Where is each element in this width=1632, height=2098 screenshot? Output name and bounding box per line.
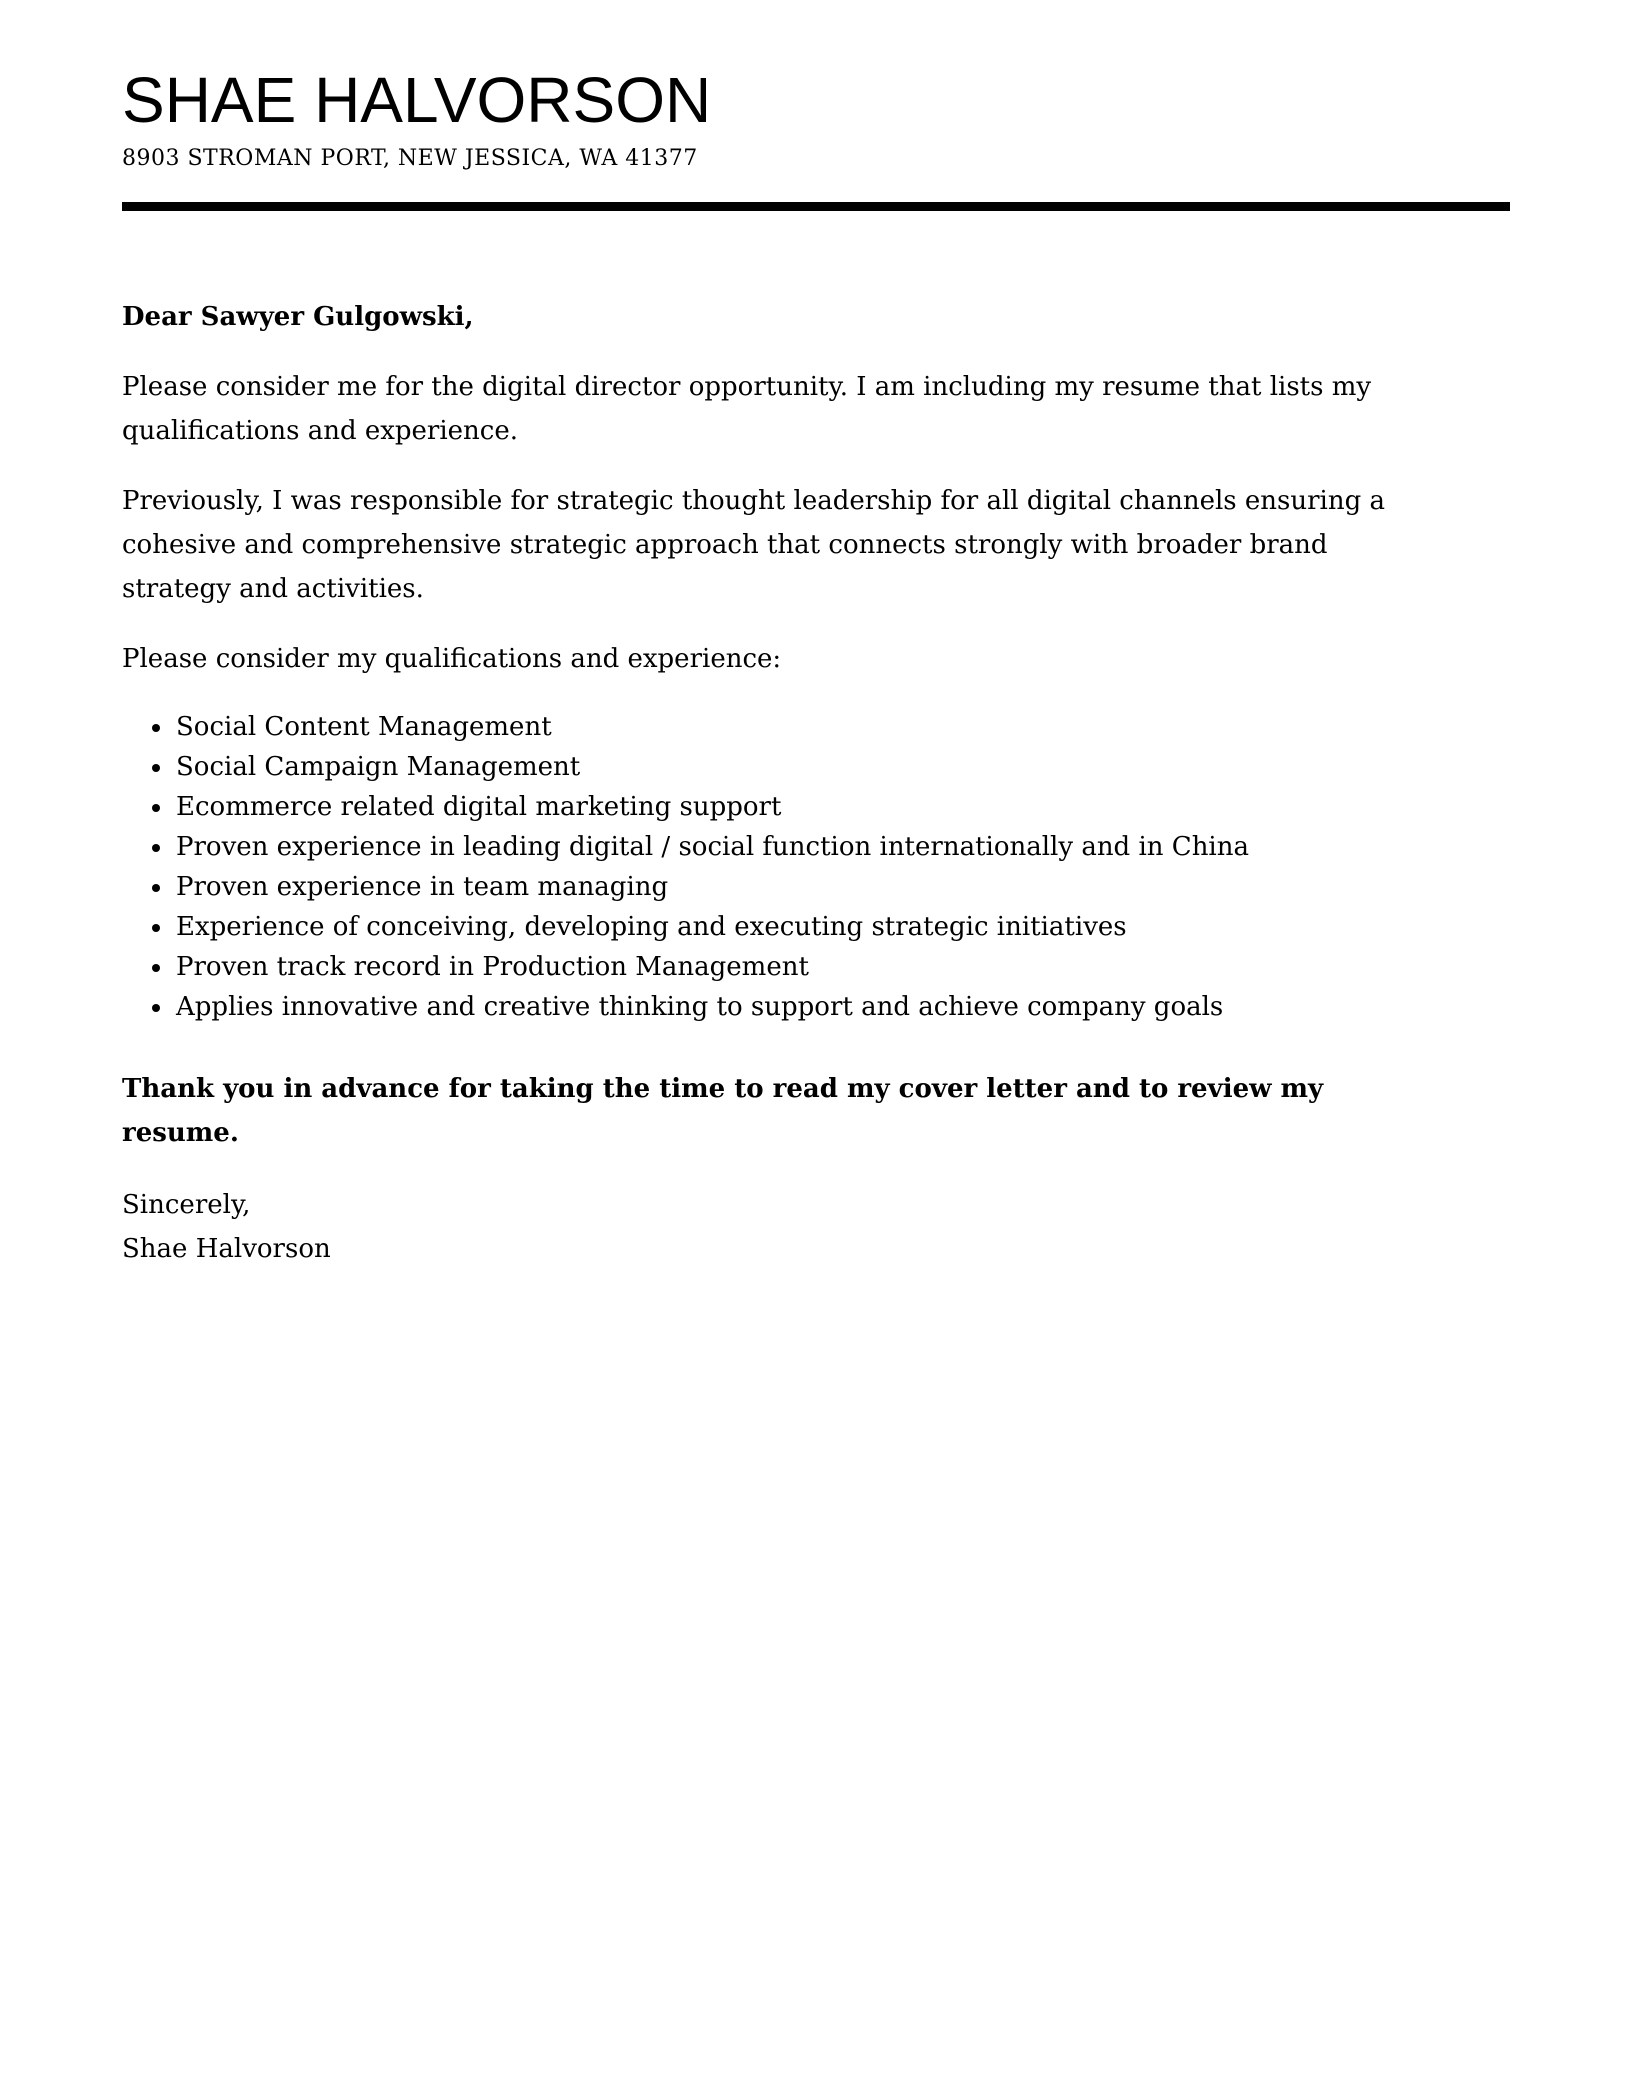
qualification-item: • Social Content Management (174, 707, 1442, 747)
qualification-item: • Social Campaign Management (174, 747, 1442, 787)
sender-name: SHAE HALVORSON (122, 64, 712, 136)
signoff-block (122, 1183, 1442, 1271)
closing-emphasis: Thank you in advance for taking the time to read my cover letter and to review my resume. (122, 1074, 1324, 1148)
qualification-item: • Proven experience in leading digital / social function internationally and in China (174, 827, 1442, 867)
experience-paragraph: Previously, I was responsible for strategic thought leadership for all digital channels ensuring a cohesive and comprehensive strategic approach that connects strongly with broader brand strategy and activities. (122, 486, 1386, 604)
qualification-item: • Experience of conceiving, developing and executing strategic initiatives (174, 907, 1442, 947)
qualifications-list (122, 707, 1442, 1027)
header-divider (122, 202, 1510, 211)
signature: Shae Halvorson (122, 1234, 331, 1264)
sender-address: 8903 STROMAN PORT, NEW JESSICA, WA 41377 (122, 146, 698, 171)
qualification-item: • Applies innovative and creative thinking to support and achieve company goals (174, 987, 1442, 1027)
letter-header (122, 64, 1510, 173)
qualifications-intro: Please consider my qualifications and experience: (122, 644, 782, 674)
signoff: Sincerely, (122, 1190, 251, 1220)
letter-body (122, 295, 1510, 1271)
qualification-item: • Proven track record in Production Management (174, 947, 1442, 987)
qualification-item: • Proven experience in team managing (174, 867, 1442, 907)
qualification-item: • Ecommerce related digital marketing support (174, 787, 1442, 827)
intro-paragraph: Please consider me for the digital director opportunity. I am including my resume that lists my qualifications and experience. (122, 372, 1372, 446)
salutation: Dear Sawyer Gulgowski, (122, 302, 474, 332)
